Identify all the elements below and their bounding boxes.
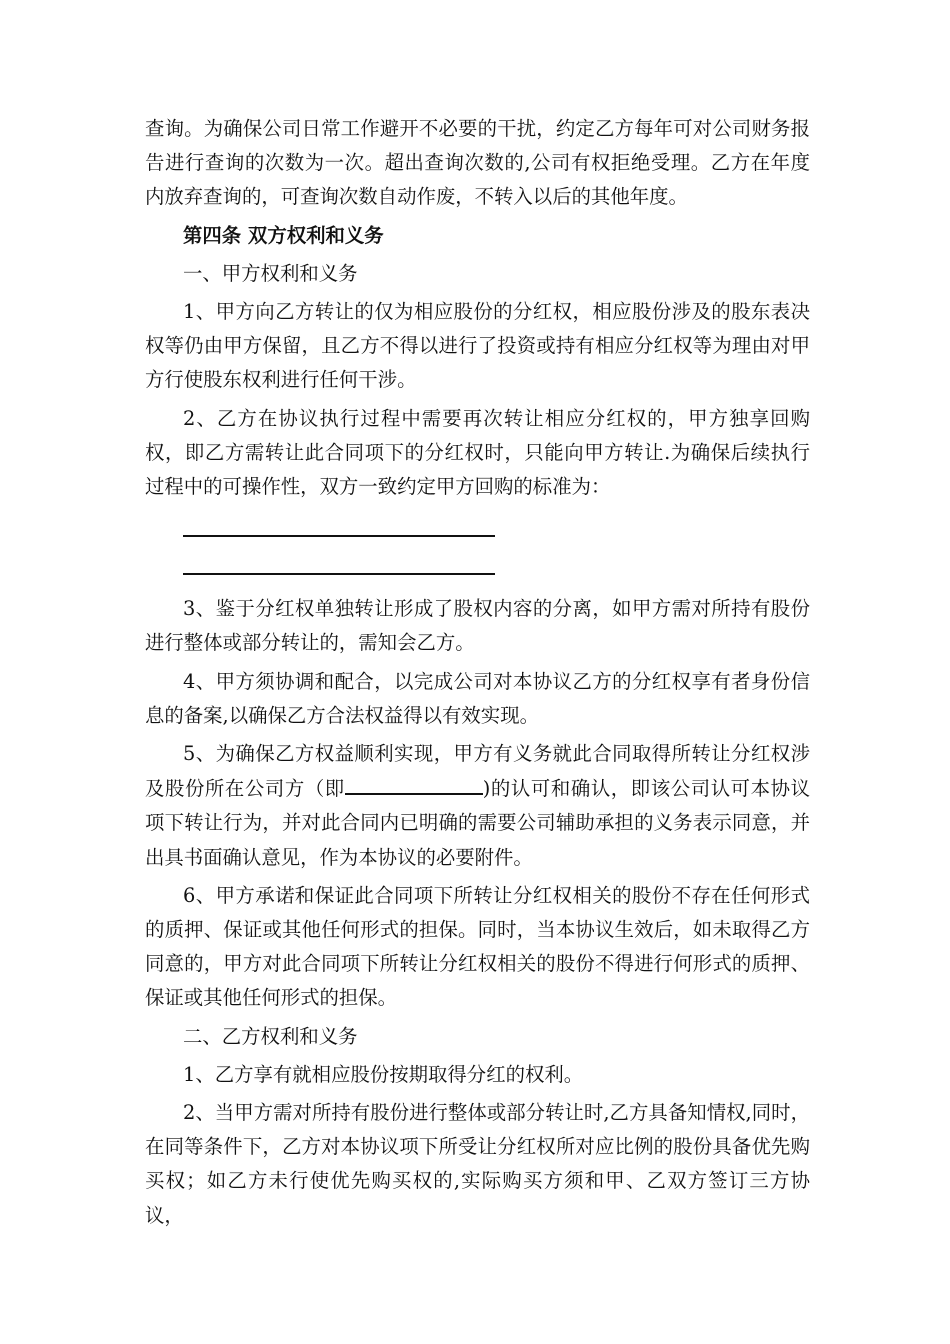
clause-a4: 4、甲方须协调和配合，以完成公司对本协议乙方的分红权享有者身份信息的备案,以确保乙方合法权益得以有效实现。 (145, 669, 810, 727)
clause-a5 (145, 737, 810, 875)
clause-a2: 2、乙方在协议执行过程中需要再次转让相应分红权的，甲方独享回购权，即乙方需转让此合同项下的分红权时，只能向甲方转让.为确保后续执行过程中的可操作性，双方一致约定甲方回购的标准为： (145, 406, 810, 499)
company-name-blank (345, 771, 483, 795)
clause-a1: 1、甲方向乙方转让的仅为相应股份的分红权，相应股份涉及的股东表决权等仍由甲方保留，且乙方不得以进行了投资或持有相应分红权等为理由对甲方行使股东权利进行任何干涉。 (145, 300, 810, 392)
party-a-heading: 一、甲方权利和义务 (183, 261, 358, 285)
article-4-heading: 第四条 双方权利和义务 (183, 223, 384, 247)
clause-a3: 3、鉴于分红权单独转让形成了股权内容的分离，如甲方需对所持有股份进行整体或部分转让的，需知会乙方。 (145, 597, 810, 655)
clause-b1: 1、乙方享有就相应股份按期取得分红的权利。 (183, 1062, 584, 1086)
party-b-heading: 二、乙方权利和义务 (183, 1024, 358, 1048)
paragraph-query-limit: 查询。为确保公司日常工作避开不必要的干扰，约定乙方每年可对公司财务报告进行查询的次数为一次。超出查询次数的,公司有权拒绝受理。乙方在年度内放弃查询的，可查询次数自动作废，不转入以后的其他年度。 (145, 117, 810, 209)
clause-b2: 2、当甲方需对所持有股份进行整体或部分转让时,乙方具备知情权,同时，在同等条件下，乙方对本协议项下所受让分红权所对应比例的股份具备优先购买权；如乙方未行使优先购买权的,实际购买方须和甲、乙双方签订三方协议， (145, 1101, 810, 1227)
clause-a5-part2: )的认可和确认，即该公司认可本协议项下转让行为，并对此合同内已明确的需要公司辅助承担的义务表示同意，并出具书面确认意见，作为本协议的必要附件。 (145, 777, 810, 869)
clause-a5-part1: 5、为确保乙方权益顺利实现，甲方有义务就此合同取得所转让分红权涉及股份所在公司方（即 (145, 742, 810, 801)
document-page (145, 112, 810, 1233)
clause-a6: 6、甲方承诺和保证此合同项下所转让分红权相关的股份不存在任何形式的质押、保证或其他任何形式的担保。同时，当本协议生效后，如未取得乙方同意的，甲方对此合同项下所转让分红权相关的股份不得进行何形式的质押、保证或其他任何形式的担保。 (145, 883, 810, 1010)
